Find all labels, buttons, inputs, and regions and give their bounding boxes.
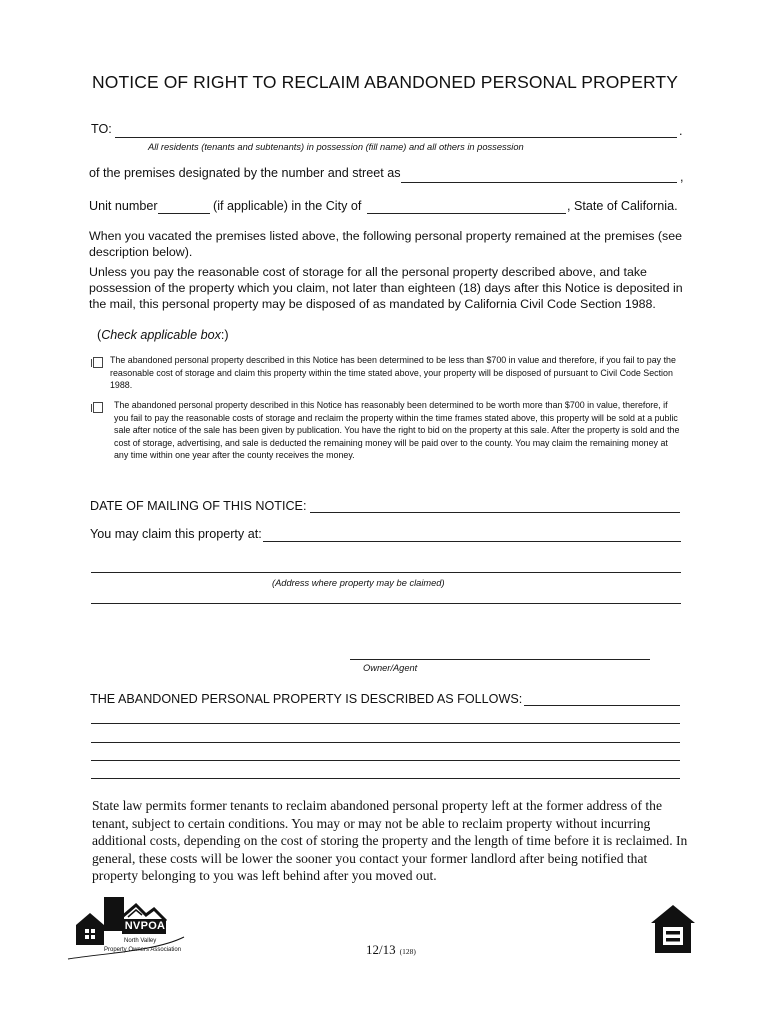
to-field[interactable] [115, 137, 677, 138]
description-field-3[interactable] [91, 742, 680, 743]
claim-address-field[interactable] [263, 541, 681, 542]
unit-mid: (if applicable) in the City of [213, 199, 362, 213]
address-line-3[interactable] [91, 603, 681, 604]
premises-field[interactable] [401, 182, 677, 183]
equal-housing-icon [649, 903, 697, 955]
premises-label: of the premises designated by the number and street as [89, 166, 401, 180]
owner-signature-field[interactable] [350, 659, 650, 660]
description-field-2[interactable] [91, 723, 680, 724]
description-field-5[interactable] [91, 778, 680, 779]
checkbox-over-700[interactable] [93, 402, 103, 413]
document-title: NOTICE OF RIGHT TO RECLAIM ABANDONED PERSONAL PROPERTY [92, 72, 678, 92]
address-line-2[interactable] [91, 572, 681, 573]
to-caption: All residents (tenants and subtenants) in possession (fill name) and all others in possession [148, 142, 524, 152]
option-over-700: The abandoned personal property described in this Notice has reasonably been determined to be worth more than $700 in value, therefore, if you fail to pay the reasonable costs of storage and reclaim the property within the time frames stated above, this property will be sold at a public sale after notice of the sale has been given by publication. You have the right to bid on the property at this sale. After the property is sold and the cost of storage, advertising, and sale is deducted the remaining money will be paid over to the county. You may claim the remaining money at any time within one year after the county receives the money. [114, 400, 680, 460]
to-label: TO: [91, 122, 112, 136]
mailing-date-field[interactable] [310, 512, 680, 513]
checkbox-under-700[interactable] [93, 357, 103, 368]
logo-line2: Property Owners Association [104, 947, 182, 953]
described-label: THE ABANDONED PERSONAL PROPERTY IS DESCRIBED AS FOLLOWS: [90, 692, 523, 706]
check-instruction: (Check applicable box:) [97, 328, 229, 342]
paragraph-storage: Unless you pay the reasonable cost of storage for all the personal property described above, and take possession of the property which you claim, not later than eighteen (18) days after this Notice is deposited in the mail, this personal property may be disposed of as mandated by California Civil Code Section 1988. [89, 265, 683, 311]
option-under-700: The abandoned personal property described in this Notice has been determined to be less than $700 in value and therefore, if you fail to pay the reasonable cost of storage and claim this property within the time stated above, your property will be disposed of pursuant to Civil Code Section 1988. [110, 355, 676, 390]
unit-label: Unit number [89, 199, 158, 213]
unit-end: , State of California. [567, 199, 678, 213]
to-end: . [679, 124, 683, 138]
address-caption: (Address where property may be claimed) [272, 578, 445, 588]
paragraph-vacated: When you vacated the premises listed above, the following personal property remained at the premises (see description below). [89, 229, 683, 259]
city-field[interactable] [367, 213, 566, 214]
description-field-4[interactable] [91, 760, 680, 761]
mailing-label: DATE OF MAILING OF THIS NOTICE: [90, 499, 307, 513]
unit-field[interactable] [158, 213, 210, 214]
nvpoa-logo [66, 893, 196, 963]
owner-caption: Owner/Agent [363, 663, 418, 673]
logo-acronym: NVPOA [124, 920, 166, 932]
logo-line1: North Valley [124, 938, 157, 944]
footer-code: 12/13 (128) [366, 942, 416, 957]
premises-end: , [680, 170, 684, 184]
claim-label: You may claim this property at: [90, 527, 262, 541]
description-field-1[interactable] [524, 705, 680, 706]
state-law-paragraph: State law permits former tenants to reclaim abandoned personal property left at the former address of the tenant, subject to certain conditions. You may or may not be able to reclaim property without incurring additional costs, depending on the cost of storing the property and the length of time before it is reclaimed. In general, these costs will be lower the sooner you contact your former landlord after being notified that property belonging to you was left behind after you moved out. [92, 798, 688, 883]
